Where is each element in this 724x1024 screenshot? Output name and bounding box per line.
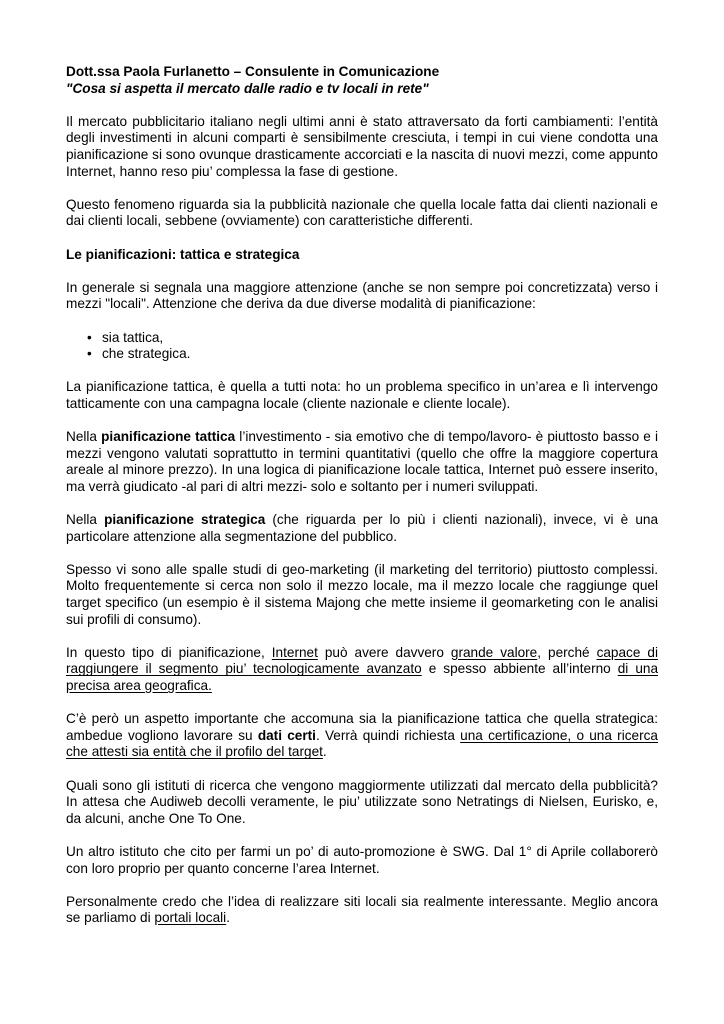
document-title: "Cosa si aspetta il mercato dalle radio e tv locali in rete" <box>66 80 429 96</box>
bold-term-tactical: pianificazione tattica <box>101 429 236 445</box>
text-run: Nella <box>66 429 102 445</box>
text-run: . <box>226 910 230 926</box>
text-run: Personalmente credo che l’idea di realizzare siti locali sia realmente interessante. Meglio ancora se parliamo di <box>66 893 658 926</box>
paragraph-certain-data <box>66 711 658 761</box>
text-run: l’investimento - sia emotivo che di tempo/lavoro- è piuttosto basso e i mezzi vengono valutati soprattutto in termini quantitativi (quello che offre la maggiore copertura areale al minore prezzo). In una logica di pianificazione locale tattica, Internet può essere inserito, ma verrà giudicato -al pari di altri mezzi- solo e soltanto per i numeri sviluppati. <box>66 429 658 494</box>
paragraph-internet-value <box>66 645 658 695</box>
planning-list <box>66 330 658 363</box>
list-item <box>66 346 658 363</box>
list-item <box>66 330 658 347</box>
bullet-icon: • <box>87 329 92 345</box>
bold-term-dati-certi: dati certi <box>257 727 316 743</box>
list-item-text: sia tattica, <box>102 329 164 345</box>
paragraph-research-institutes: Quali sono gli istituti di ricerca che vengono maggiormente utilizzati dal mercato della pubblicità? In attesa che Audiweb decolli veramente, le piu’ utilizzate sono Netratings di Nielsen, Eurisko, e, da alcuni, anche One To One. <box>66 777 658 826</box>
text-run: può avere davvero <box>317 644 451 660</box>
paragraph-general: In generale si segnala una maggiore attenzione (anche se non sempre poi concretizzata) verso i mezzi "locali". Attenzione che deriva da due diverse modalità di pianificazione: <box>66 279 658 312</box>
text-run: In questo tipo di pianificazione, <box>66 644 272 660</box>
paragraph-tactical-planning <box>66 429 658 495</box>
underlined-local-portals: portali locali <box>154 910 227 926</box>
paragraph-geomarketing: Spesso vi sono alle spalle studi di geo-marketing (il marketing del territorio) piuttosto complessi. Molto frequentemente si cerca non solo il mezzo locale, ma il mezzo locale che raggiunge quel target specifico (un esempio è il sistema Majong che mette insieme il geomarketing con le analisi sui profili di consumo). <box>66 561 658 627</box>
list-item-text: che strategica. <box>102 346 191 362</box>
text-run: Nella <box>66 512 105 528</box>
text-run: , perché <box>537 644 597 660</box>
paragraph-intro: Il mercato pubblicitario italiano negli ultimi anni è stato attraversato da forti cambiamenti: l’entità degli investimenti in alcuni comparti è sensibilmente cresciuta, i tempi in cui viene condotta una pianificazione si sono ovunque drasticamente accorciati e la nascita di nuovi mezzi, come appunto Internet, hanno reso piu’ complessa la fase di gestione. <box>66 113 658 179</box>
underlined-internet: Internet <box>271 644 318 660</box>
paragraph-tactical-definition: La pianificazione tattica, è quella a tutti nota: ho un problema specifico in un’area e lì intervengo tatticamente con una campagna locale (cliente nazionale e cliente locale). <box>66 379 658 411</box>
document-header <box>66 64 658 97</box>
underlined-certification: una certificazione, o una ricerca che attesti sia entità che il profilo del target <box>66 727 658 760</box>
paragraph-phenomenon: Questo fenomeno riguarda sia la pubblicità nazionale che quella locale fatta dai clienti nazionali e dai clienti locali, sebbene (ovviamente) con caratteristiche differenti. <box>66 196 658 229</box>
bold-term-strategic: pianificazione strategica <box>104 512 266 528</box>
paragraph-swg: Un altro istituto che cito per farmi un po’ di auto-promozione è SWG. Dal 1° di Aprile collaborerò con loro proprio per quanto concerne l’area Internet. <box>66 843 658 876</box>
text-run: (che riguarda per lo più i clienti nazionali), invece, vi è una particolare attenzione alla segmentazione del pubblico. <box>66 512 659 544</box>
paragraph-strategic-planning <box>66 512 658 545</box>
author-line: Dott.ssa Paola Furlanetto – Consulente in Comunicazione <box>66 64 440 79</box>
document-page <box>66 64 658 927</box>
underlined-grande-valore: grande valore <box>450 644 538 660</box>
underlined-area: di una precisa area geografica. <box>66 661 659 693</box>
text-run: . <box>322 744 327 760</box>
underlined-segment: capace di raggiungere il segmento piu’ tecnologicamente avanzato <box>66 644 658 677</box>
paragraph-local-sites <box>66 894 658 927</box>
text-run: . Verrà quindi richiesta <box>315 727 461 743</box>
section-heading: Le pianificazioni: tattica e strategica <box>66 246 300 262</box>
text-run: e spesso abbiente all’interno <box>421 661 618 677</box>
bullet-icon: • <box>87 346 92 362</box>
text-run: C’è però un aspetto importante che accomuna sia la pianificazione tattica che quella strategica: ambedue vogliono lavorare su <box>66 711 658 743</box>
